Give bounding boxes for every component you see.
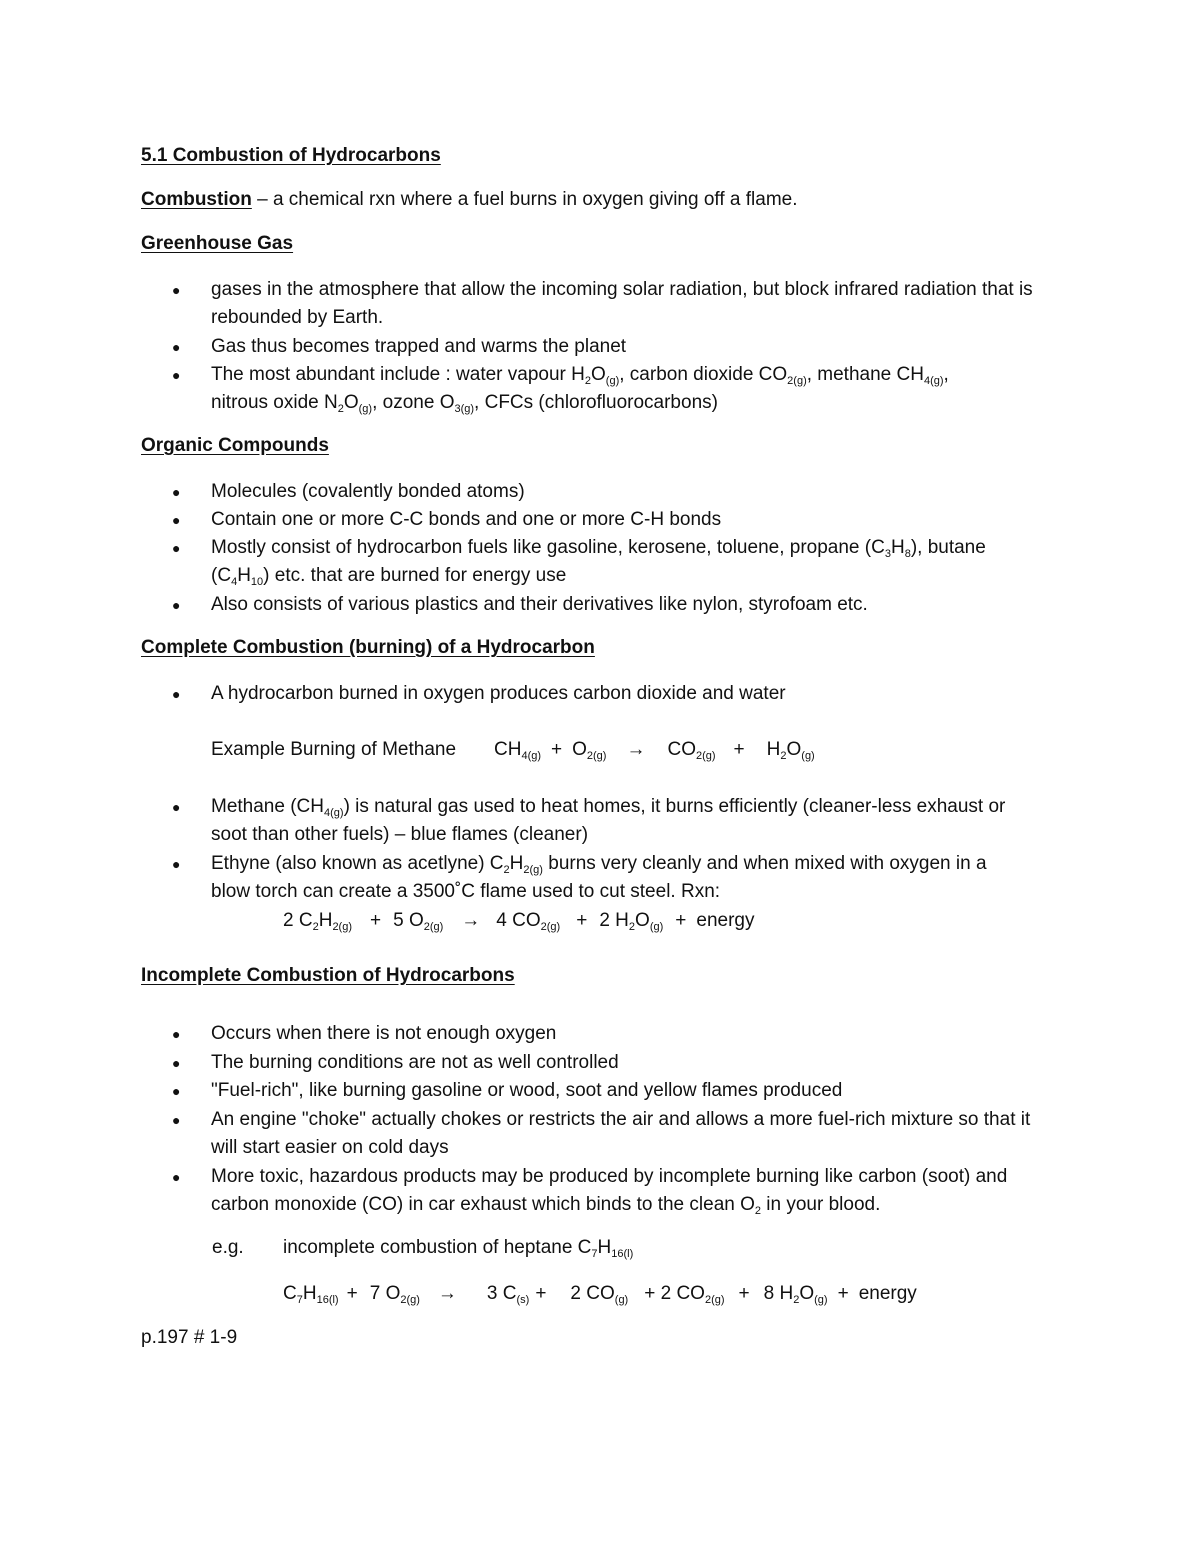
eg-text: incomplete combustion of heptane $C_7H_{16(l)}$ [283, 1237, 634, 1260]
organic-bullet-4: Also consists of various plastics and their derivatives like nylon, styrofoam etc. [211, 594, 868, 615]
bullet-icon: ● [172, 367, 181, 383]
bullet-icon: ● [172, 1169, 181, 1185]
incomplete-bullet-5-cont: carbon monoxide (CO) in car exhaust which binds to the clean $O_2$ in your blood. [211, 1194, 881, 1217]
homework-reference: p.197 # 1-9 [141, 1327, 238, 1348]
organic-bullet-1: Molecules (covalently bonded atoms) [211, 481, 525, 502]
methane-equation: $CH_{4(g)} + O_{2(g)} \to CO_{2(g)} + H_2O_{(g)}$ [494, 739, 815, 762]
ethyne-equation: 2 $C_2H_{2(g)} + 5$ $O_{2(g)} \to 4$ $CO_{2(g)} + 2$ $H_2O_{(g)}$ + energy [283, 910, 755, 933]
bullet-icon: ● [172, 597, 181, 613]
greenhouse-bullet-1: gases in the atmosphere that allow the incoming solar radiation, but block infrared radiation that is rebounded by Earth. [211, 279, 1033, 328]
definition-term: Combustion [141, 189, 252, 210]
organic-bullet-3-cont: $(C_4H_{10})$ etc. that are burned for energy use [211, 565, 567, 588]
arrow-icon: → [461, 910, 481, 931]
methane-example-label: Example Burning of Methane [211, 739, 457, 760]
bullet-icon: ● [172, 1026, 181, 1042]
greenhouse-bullet-3: The most abundant include : water vapour $H_2O_{(g)}$, carbon dioxide $CO_{2(g)}$, methane $CH_{4(g)}$, [211, 364, 949, 387]
bullet-icon: ● [172, 1055, 181, 1071]
incomplete-bullet-5: More toxic, hazardous products may be produced by incomplete burning like carbon (soot) and [211, 1166, 1008, 1187]
definition-line [141, 186, 798, 214]
bullet-icon: ● [172, 686, 181, 702]
section-heading-complete: Complete Combustion (burning) of a Hydrocarbon [141, 637, 595, 658]
incomplete-bullet-2: The burning conditions are not as well controlled [211, 1052, 619, 1073]
bullet-icon: ● [172, 1112, 181, 1128]
organic-bullet-2: Contain one or more C-C bonds and one or more C-H bonds [211, 509, 722, 530]
bullet-icon: ● [172, 799, 181, 815]
section-heading-greenhouse: Greenhouse Gas [141, 233, 294, 254]
arrow-icon: → [626, 739, 646, 760]
page-title: 5.1 Combustion of Hydrocarbons [141, 145, 441, 166]
definition-text: – a chemical rxn where a fuel burns in oxygen giving off a flame. [251, 189, 798, 210]
complete-bullet-3-cont: blow torch can create a 3500˚C flame used to cut steel. Rxn: [211, 881, 721, 902]
eg-label: e.g. [212, 1237, 244, 1258]
organic-bullet-3: Mostly consist of hydrocarbon fuels like gasoline, kerosene, toluene, propane $(C_3H_8)$, butane [211, 537, 986, 560]
complete-bullet-3: Ethyne (also known as acetlyne) $C_2H_{2(g)}$ burns very cleanly and when mixed with oxygen in a [211, 853, 987, 876]
arrow-icon: → [437, 1283, 457, 1304]
incomplete-bullet-3: "Fuel-rich", like burning gasoline or wood, soot and yellow flames produced [211, 1080, 843, 1101]
complete-bullet-2-cont: soot than other fuels) – blue flames (cleaner) [211, 824, 589, 845]
bullet-icon: ● [172, 339, 181, 355]
heptane-equation: $C_7H_{16(l)} + 7$ $O_{2(g)} \to 3$ $C_{(s)} + 2$ $CO_{(g)} + 2$ $CO_{2(g)} + 8$ $H_2O_{(g)}$ + energy [283, 1283, 917, 1306]
greenhouse-bullet-2: Gas thus becomes trapped and warms the planet [211, 336, 627, 357]
complete-bullet-1: A hydrocarbon burned in oxygen produces carbon dioxide and water [211, 683, 786, 704]
section-heading-incomplete: Incomplete Combustion of Hydrocarbons [141, 965, 515, 986]
section-heading-organic: Organic Compounds [141, 435, 329, 456]
bullet-icon: ● [172, 512, 181, 528]
incomplete-bullet-1: Occurs when there is not enough oxygen [211, 1023, 557, 1044]
bullet-icon: ● [172, 484, 181, 500]
bullet-icon: ● [172, 540, 181, 556]
incomplete-bullet-4: An engine "choke" actually chokes or restricts the air and allows a more fuel-rich mixture so that it will start easier on cold days [211, 1109, 1031, 1158]
bullet-icon: ● [172, 856, 181, 872]
greenhouse-bullet-3-cont: nitrous oxide $N_2O_{(g)}$, ozone $O_{3(g)}$, CFCs (chlorofluorocarbons) [211, 392, 718, 415]
bullet-icon: ● [172, 282, 181, 298]
bullet-icon: ● [172, 1083, 181, 1099]
complete-bullet-2: Methane $(CH_{4(g)})$ is natural gas used to heat homes, it burns efficiently (cleaner-less exhaust or [211, 796, 1006, 819]
